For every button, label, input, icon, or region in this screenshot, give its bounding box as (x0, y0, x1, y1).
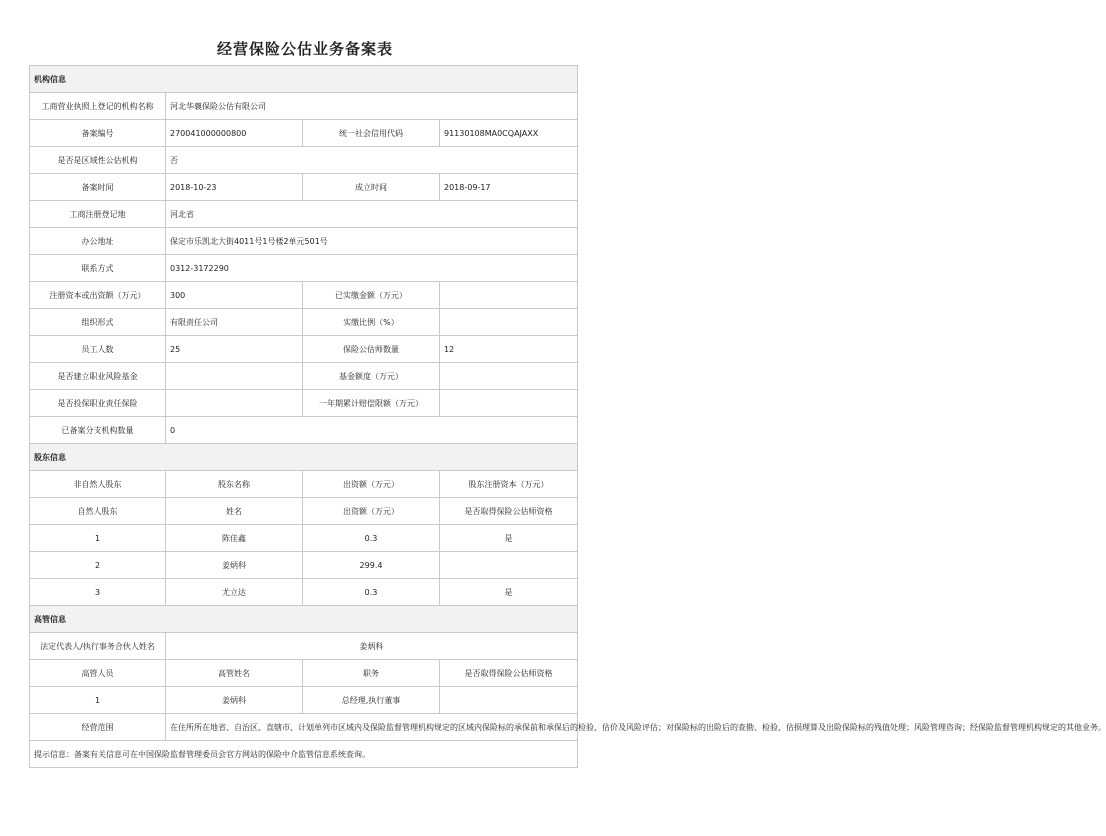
natural-header-2: 出资额（万元） (303, 498, 440, 525)
shareholder-name: 尤立达 (166, 579, 303, 606)
table-row (30, 687, 578, 714)
row-org-form (30, 309, 578, 336)
org-name-value: 河北华襄保险公估有限公司 (166, 93, 578, 120)
row-contact (30, 255, 578, 282)
paid-value (440, 282, 578, 309)
exec-qualified (440, 687, 578, 714)
exec-header-0: 高管人员 (30, 660, 166, 687)
page-title: 经营保险公估业务备案表 (216, 40, 393, 58)
credit-code-label: 统一社会信用代码 (303, 120, 440, 147)
record-time-label: 备案时间 (30, 174, 166, 201)
established-value: 2018-09-17 (440, 174, 578, 201)
shareholder-no: 3 (30, 579, 166, 606)
appraisers-label: 保险公估师数量 (303, 336, 440, 363)
row-legal-rep (30, 633, 578, 660)
risk-fund-value (166, 363, 303, 390)
row-natural-header (30, 498, 578, 525)
natural-header-1: 姓名 (166, 498, 303, 525)
legal-rep-value: 姜炳科 (166, 633, 578, 660)
paid-ratio-label: 实缴比例（%） (303, 309, 440, 336)
section-executives (30, 606, 578, 633)
shareholder-name: 姜炳科 (166, 552, 303, 579)
row-footer (30, 741, 578, 768)
table-row (30, 579, 578, 606)
staff-value: 25 (166, 336, 303, 363)
section-title-shareholders: 股东信息 (30, 444, 578, 471)
table-row (30, 525, 578, 552)
appraisers-value: 12 (440, 336, 578, 363)
fund-amount-label: 基金额度（万元） (303, 363, 440, 390)
nonnatural-header-1: 股东名称 (166, 471, 303, 498)
table-row (30, 552, 578, 579)
risk-fund-label: 是否建立职业风险基金 (30, 363, 166, 390)
section-shareholders (30, 444, 578, 471)
liability-ins-label: 是否投保职业责任保险 (30, 390, 166, 417)
shareholder-name: 陈佳鑫 (166, 525, 303, 552)
exec-title: 总经理,执行董事 (303, 687, 440, 714)
address-value: 保定市乐凯北大街4011号1号楼2单元501号 (166, 228, 578, 255)
reg-capital-value: 300 (166, 282, 303, 309)
org-form-label: 组织形式 (30, 309, 166, 336)
record-no-value: 270041000000800 (166, 120, 303, 147)
liability-ins-value (166, 390, 303, 417)
legal-rep-label: 法定代表人/执行事务合伙人姓名 (30, 633, 166, 660)
org-name-label: 工商营业执照上登记的机构名称 (30, 93, 166, 120)
natural-header-3: 是否取得保险公估师资格 (440, 498, 578, 525)
row-record-time (30, 174, 578, 201)
nonnatural-header-0: 非自然人股东 (30, 471, 166, 498)
exec-header-1: 高管姓名 (166, 660, 303, 687)
nonnatural-header-2: 出资额（万元） (303, 471, 440, 498)
annual-limit-label: 一年期累计赔偿限额（万元） (303, 390, 440, 417)
record-table (29, 65, 1106, 768)
shareholder-qualified (440, 552, 578, 579)
row-capital (30, 282, 578, 309)
branches-value: 0 (166, 417, 578, 444)
row-exec-header (30, 660, 578, 687)
shareholder-amount: 0.3 (303, 579, 440, 606)
credit-code-value: 91130108MA0CQAJAXX (440, 120, 578, 147)
row-reg-place (30, 201, 578, 228)
footer-note: 提示信息：备案有关信息可在中国保险监督管理委员会官方网站的保险中介监管信息系统查询。 (30, 741, 578, 768)
section-org (30, 66, 578, 93)
fund-amount-value (440, 363, 578, 390)
exec-header-2: 职务 (303, 660, 440, 687)
section-title-executives: 高管信息 (30, 606, 578, 633)
shareholder-no: 1 (30, 525, 166, 552)
row-staff (30, 336, 578, 363)
shareholder-qualified: 是 (440, 525, 578, 552)
record-no-label: 备案编号 (30, 120, 166, 147)
scope-value: 在住所所在地省、自治区、直辖市、计划单列市区域内及保险监督管理机构规定的区域内保险标的承保前和承保后的检验、估价及风险评估；对保险标的出险后的查勘、检验、估损理算及出险保险标的残值处理；风险管理咨询；经保险监督管理机构规定的其他业务。 (166, 714, 578, 741)
reg-place-label: 工商注册登记地 (30, 201, 166, 228)
org-form-value: 有限责任公司 (166, 309, 303, 336)
regional-value: 否 (166, 147, 578, 174)
row-record-no (30, 120, 578, 147)
shareholder-amount: 299.4 (303, 552, 440, 579)
nonnatural-header-3: 股东注册资本（万元） (440, 471, 578, 498)
row-org-name (30, 93, 578, 120)
exec-header-3: 是否取得保险公估师资格 (440, 660, 578, 687)
address-label: 办公地址 (30, 228, 166, 255)
contact-value: 0312-3172290 (166, 255, 578, 282)
row-nonnatural-header (30, 471, 578, 498)
exec-name: 姜炳科 (166, 687, 303, 714)
scope-label: 经营范围 (30, 714, 166, 741)
row-branches (30, 417, 578, 444)
row-scope (30, 714, 578, 741)
exec-no: 1 (30, 687, 166, 714)
row-risk-fund (30, 363, 578, 390)
reg-capital-label: 注册资本或出资额（万元） (30, 282, 166, 309)
branches-label: 已备案分支机构数量 (30, 417, 166, 444)
record-time-value: 2018-10-23 (166, 174, 303, 201)
shareholder-amount: 0.3 (303, 525, 440, 552)
shareholder-no: 2 (30, 552, 166, 579)
paid-label: 已实缴金额（万元） (303, 282, 440, 309)
row-address (30, 228, 578, 255)
contact-label: 联系方式 (30, 255, 166, 282)
shareholder-qualified: 是 (440, 579, 578, 606)
reg-place-value: 河北省 (166, 201, 578, 228)
natural-header-0: 自然人股东 (30, 498, 166, 525)
row-liability-insurance (30, 390, 578, 417)
staff-label: 员工人数 (30, 336, 166, 363)
row-regional (30, 147, 578, 174)
annual-limit-value (440, 390, 578, 417)
established-label: 成立时间 (303, 174, 440, 201)
regional-label: 是否是区域性公估机构 (30, 147, 166, 174)
section-title-org: 机构信息 (30, 66, 578, 93)
paid-ratio-value (440, 309, 578, 336)
